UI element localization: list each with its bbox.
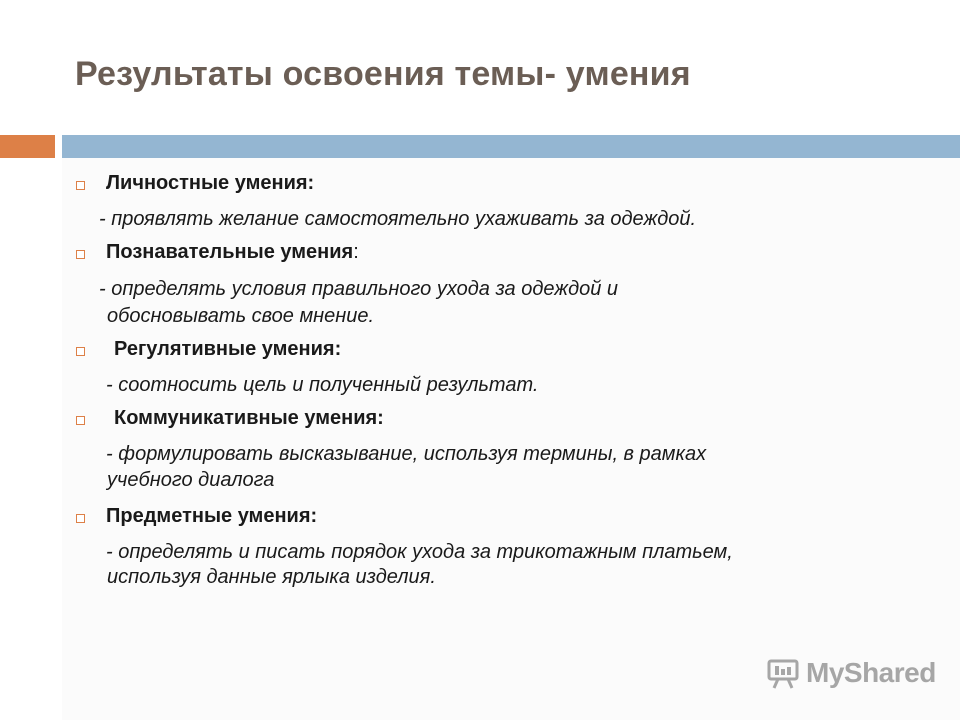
square-bullet-icon: [76, 181, 85, 190]
slide-title: Результаты освоения темы- умения: [75, 55, 691, 93]
item-detail-line: - соотносить цель и полученный результат.: [106, 374, 539, 396]
item-detail-line: - формулировать высказывание, используя термины, в рамках: [106, 443, 707, 465]
watermark-text: MyShared: [806, 657, 936, 688]
square-bullet-icon: [76, 250, 85, 259]
presentation-board-icon: [766, 656, 800, 690]
item-detail-line: учебного диалога: [107, 469, 275, 491]
item-heading-text: Личностные умения:: [106, 172, 315, 194]
item-heading-colon: :: [353, 241, 359, 263]
square-bullet-icon: [76, 347, 85, 356]
item-heading: [106, 505, 317, 528]
item-heading-text: Предметные умения:: [106, 505, 318, 527]
item-heading: [106, 241, 359, 264]
item-heading: [114, 338, 341, 361]
item-detail-line: - определять условия правильного ухода за одеждой и: [99, 278, 619, 300]
item-detail-line: - проявлять желание самостоятельно ухаживать за одеждой.: [99, 208, 697, 230]
square-bullet-icon: [76, 416, 85, 425]
item-detail-line: используя данные ярлыка изделия.: [107, 566, 436, 588]
item-heading-text: Познавательные умения: [106, 241, 354, 263]
item-heading-text: Регулятивные умения:: [114, 338, 342, 360]
item-detail-line: - определять и писать порядок ухода за трикотажным платьем,: [106, 541, 733, 563]
item-detail-line: обосновывать свое мнение.: [107, 305, 375, 327]
square-bullet-icon: [76, 514, 85, 523]
item-heading-text: Коммуникативные умения:: [114, 407, 384, 429]
mysharead-watermark: [766, 655, 936, 691]
item-heading: [106, 172, 314, 195]
item-heading: [114, 407, 384, 430]
